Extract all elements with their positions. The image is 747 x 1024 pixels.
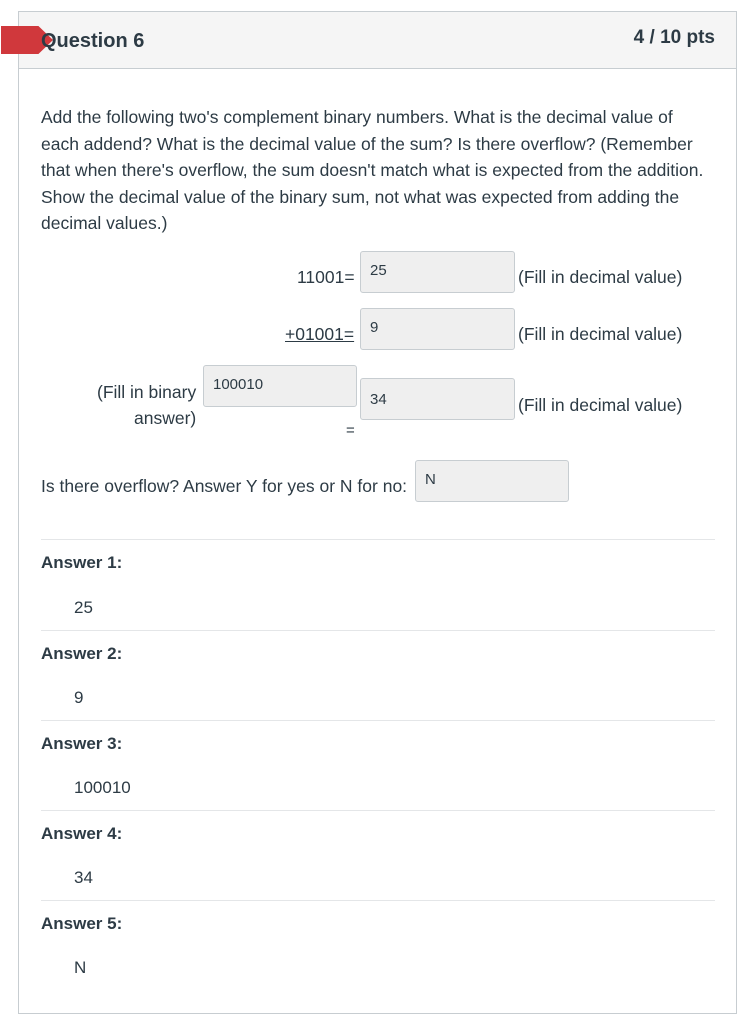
answer-4-label: Answer 4: (41, 824, 123, 843)
question-card (18, 11, 737, 1014)
divider (41, 630, 715, 631)
equals-sign: = (346, 422, 355, 439)
question-prompt: Add the following two's complement binary numbers. What is the decimal value of each addend? What is the decimal value of the sum? Is there overflow? (Remember that when there's overflow, the sum doesn't match what is expected from the addition. Show the decimal value of the binary sum, not what was expected from adding the decimal values.) (41, 107, 704, 233)
overflow-input[interactable]: N (415, 460, 569, 502)
binary-hint-line2: answer) (134, 408, 197, 428)
answer-5-label: Answer 5: (41, 914, 123, 933)
answer-4-value: 34 (74, 868, 93, 887)
sum-decimal-input[interactable]: 34 (360, 378, 515, 420)
sum-fill-hint: (Fill in decimal value) (518, 395, 683, 415)
answer-2-label: Answer 2: (41, 644, 123, 663)
addend2-label: +01001= (285, 324, 355, 344)
answer-1-label: Answer 1: (41, 553, 123, 572)
answer-3-value: 100010 (74, 778, 131, 797)
overflow-question: Is there overflow? Answer Y for yes or N for no: (41, 476, 408, 496)
binary-hint-line1: (Fill in binary (97, 382, 197, 402)
answer-5-value: N (74, 958, 87, 977)
divider (41, 810, 715, 811)
binary-sum-input[interactable]: 100010 (203, 365, 357, 407)
answer-3-label: Answer 3: (41, 734, 123, 753)
answer-2-value: 9 (74, 688, 84, 707)
question-points: 4 / 10 pts (633, 27, 715, 48)
divider (41, 539, 715, 540)
question-title: Question 6 (41, 30, 145, 52)
answer-1-value: 25 (74, 598, 93, 617)
divider (41, 720, 715, 721)
addend1-label: 11001= (297, 267, 355, 287)
question-header (19, 12, 736, 69)
addend2-fill-hint: (Fill in decimal value) (518, 324, 683, 344)
addend2-decimal-input[interactable]: 9 (360, 308, 515, 350)
divider (41, 900, 715, 901)
addend1-decimal-input[interactable]: 25 (360, 251, 515, 293)
addend1-fill-hint: (Fill in decimal value) (518, 267, 683, 287)
